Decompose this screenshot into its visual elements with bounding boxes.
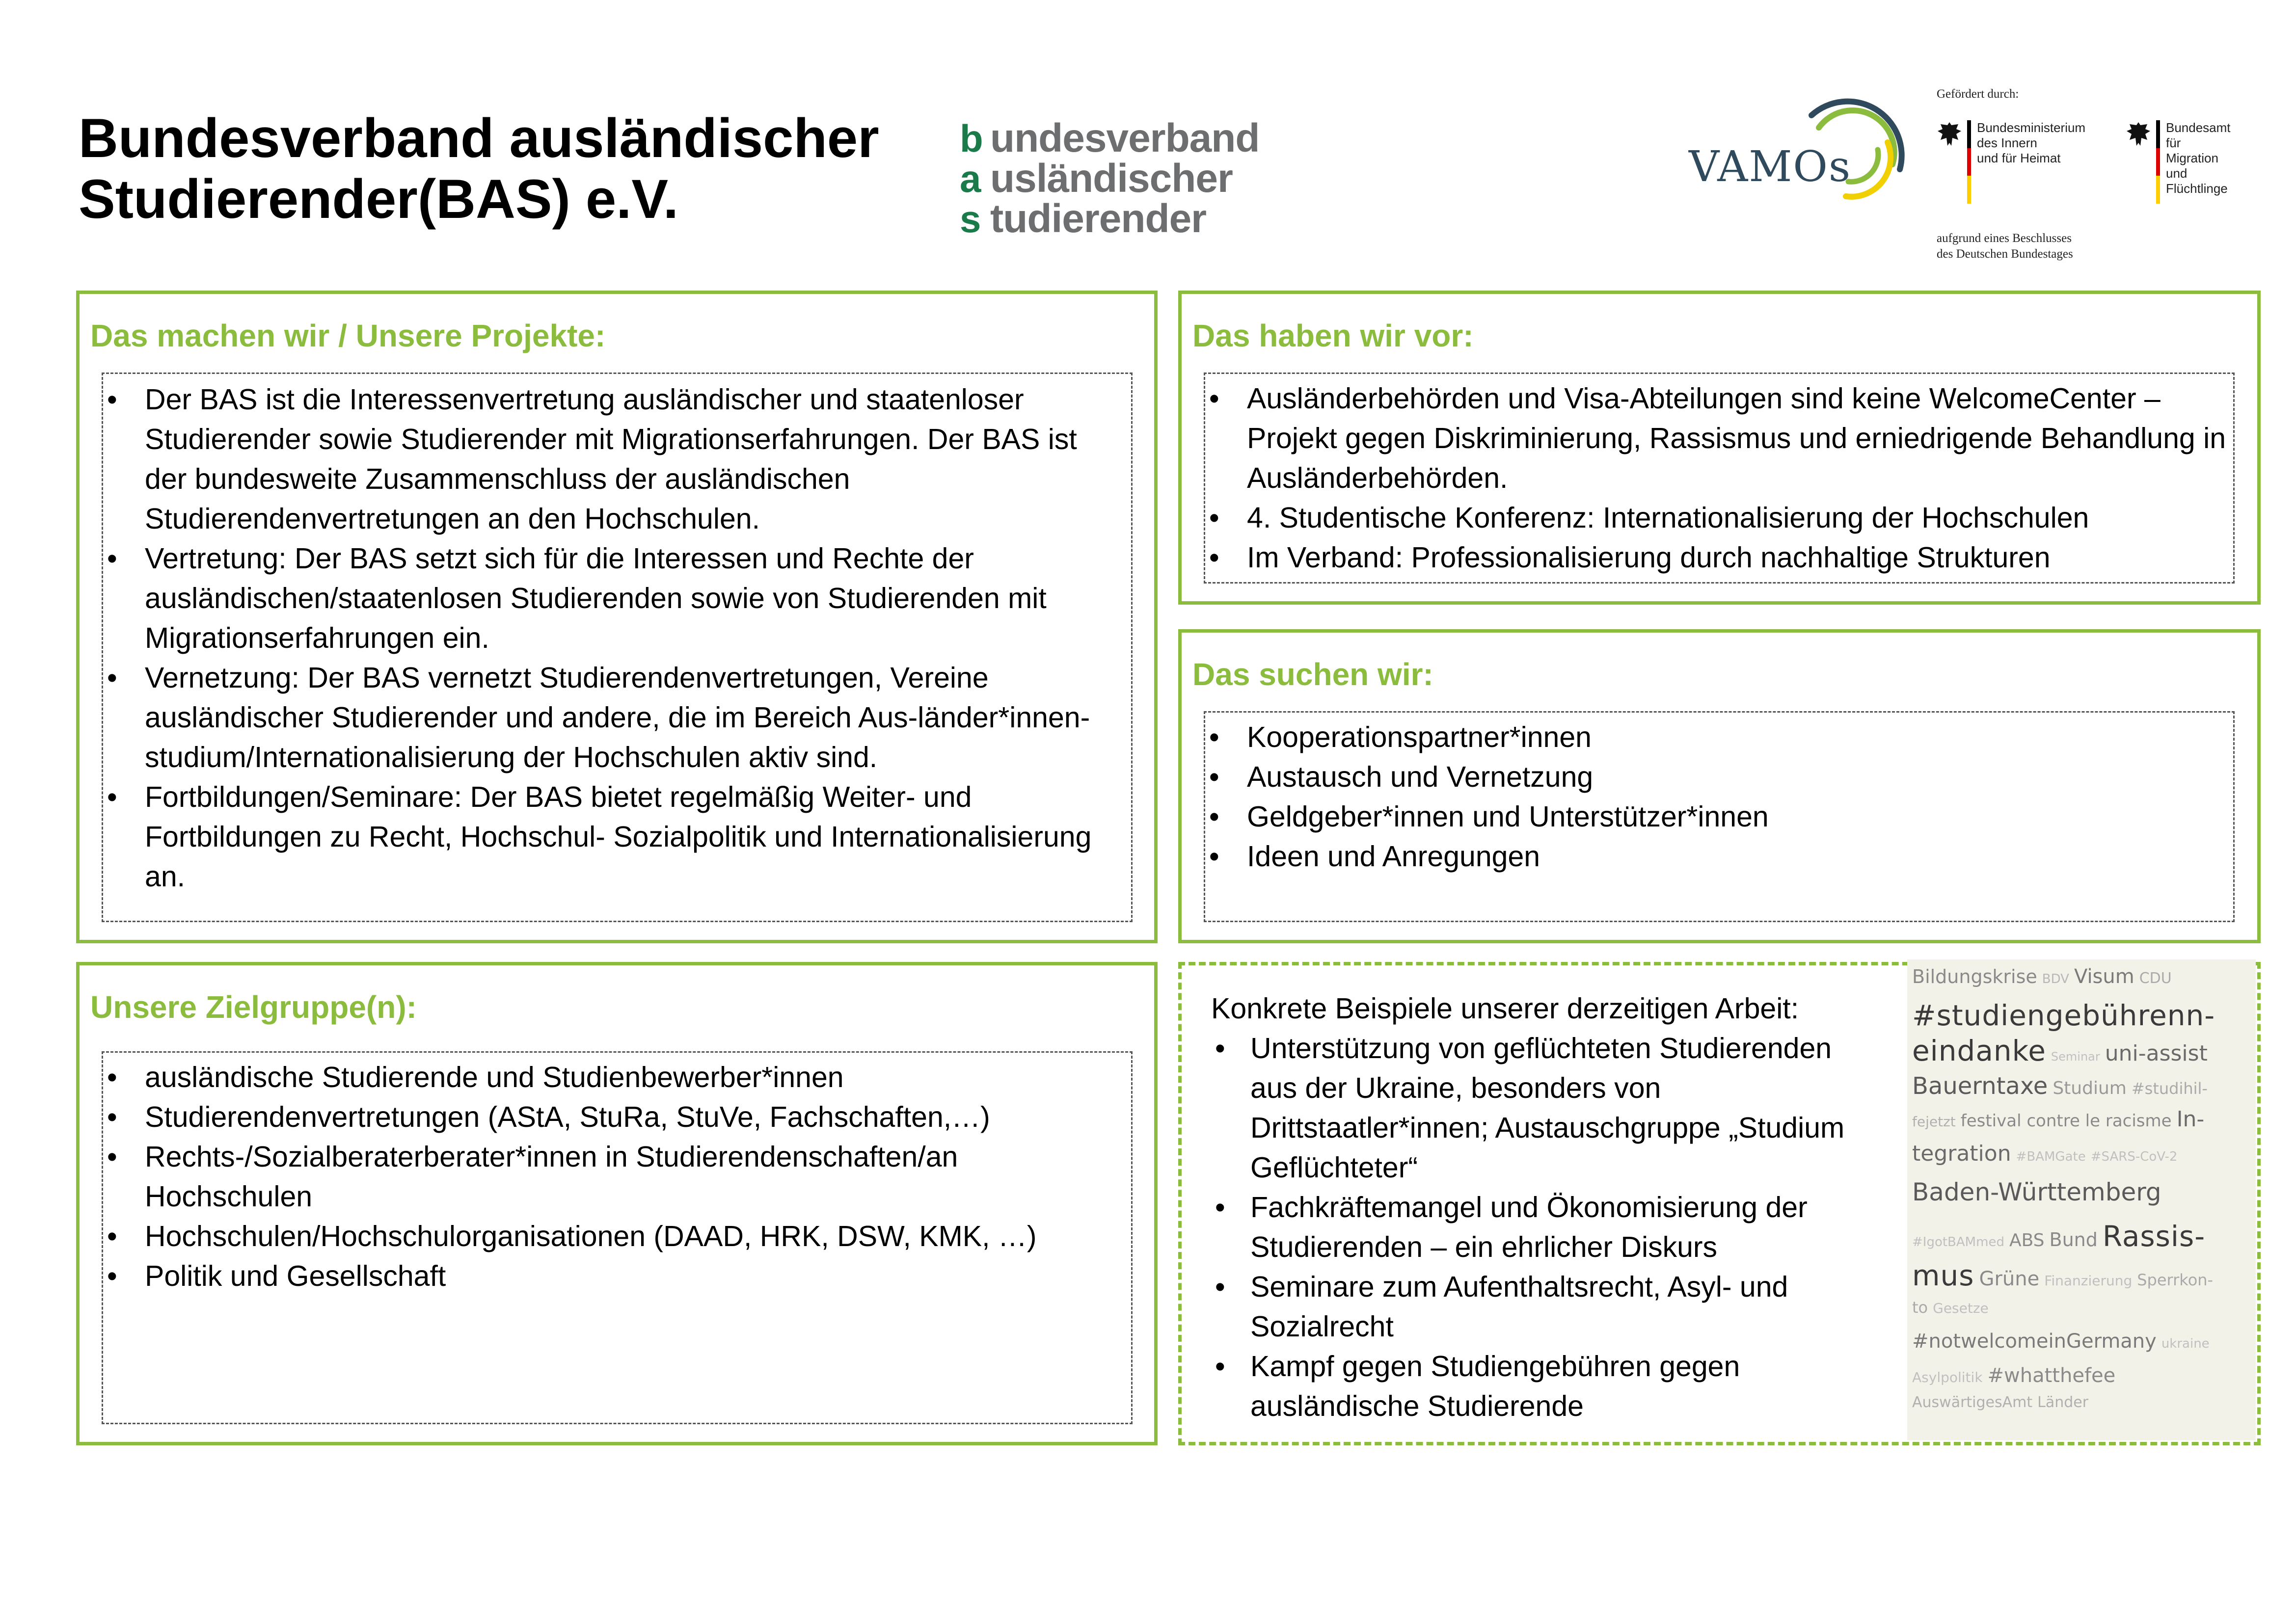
list-item: • Hochschulen/Hochschulorganisationen (DAAD, HRK, DSW, KMK, …) <box>103 1217 1119 1256</box>
german-flag-stripe <box>1967 120 1971 204</box>
plans-list <box>1205 379 2226 578</box>
target-groups-panel <box>76 962 1158 1445</box>
plans-inner-box <box>1204 372 2235 584</box>
bas-logo-word-1: undesverband <box>990 116 1260 160</box>
keyword-tag: #SARS-CoV-2 <box>2090 1149 2178 1164</box>
target-groups-panel-title: Unsere Zielgruppe(n): <box>90 989 417 1025</box>
keyword-tag: Finanzierung <box>2044 1273 2133 1289</box>
keyword-line <box>1912 1394 2093 1411</box>
keyword-tag: tegration <box>1912 1141 2011 1166</box>
bamf-name: Bundesamt für Migration und Flüchtlinge <box>2166 120 2231 196</box>
keyword-line <box>1912 1034 2213 1067</box>
list-item: • Ideen und Anregungen <box>1205 837 2226 877</box>
bas-logo-letter-b: b <box>960 117 983 160</box>
bas-logo-row-3 <box>960 196 1207 241</box>
bundestag-decision-note: aufgrund eines Beschlusses des Deutschen Bundestages <box>1937 232 2073 261</box>
keyword-tag: ABS <box>2009 1230 2045 1251</box>
keyword-tag: Studium <box>2053 1078 2127 1098</box>
list-item: • Geldgeber*innen und Unterstützer*innen <box>1205 797 2226 837</box>
projects-panel <box>76 291 1158 943</box>
keyword-line <box>1912 965 2177 988</box>
keyword-line <box>1912 1364 2120 1387</box>
keyword-tag: uni-assist <box>2105 1041 2208 1066</box>
keyword-line <box>1912 1298 1994 1317</box>
keyword-tag: #studiengebührenn- <box>1912 999 2215 1032</box>
list-item: • Fachkräftemangel und Ökonomisierung der Studierenden – ein ehrlicher Diskurs <box>1211 1188 1884 1267</box>
keyword-tag: Seminar <box>2051 1050 2100 1064</box>
keyword-tag: festival contre le racisme <box>1960 1111 2172 1131</box>
keyword-tag: mus <box>1912 1259 1974 1292</box>
projects-list <box>103 380 1119 897</box>
keyword-tag: #whatthefee <box>1987 1364 2116 1387</box>
keyword-tag: Rassis- <box>2102 1220 2206 1253</box>
bas-logo <box>960 115 1333 241</box>
keyword-tag: Grüne <box>1979 1268 2040 1290</box>
vamos-logo <box>1679 96 1915 213</box>
examples-intro: Konkrete Beispiele unserer derzeitigen Arbeit: <box>1211 992 1799 1025</box>
plans-panel <box>1178 291 2261 605</box>
bas-logo-word-2: usländischer <box>990 156 1233 201</box>
bas-logo-row-2 <box>960 156 1233 201</box>
list-item: • Rechts-/Sozialberaterberater*innen in Studierendenschaften/an Hochschulen <box>103 1137 1119 1217</box>
federal-eagle-icon <box>1937 120 1962 150</box>
keyword-tag: CDU <box>2139 970 2172 987</box>
funded-by-label: Gefördert durch: <box>1937 87 2019 101</box>
keyword-tag: #studihil- <box>2131 1079 2208 1098</box>
list-item: • Vertretung: Der BAS setzt sich für die Interessen und Rechte der ausländischen/staatenlosen Studierenden sowie von Studierenden mit Migrationserfahrungen ein. <box>103 539 1119 658</box>
list-item: • 4. Studentische Konferenz: Internationalisierung der Hochschulen <box>1205 498 2226 538</box>
keyword-tag: eindanke <box>1912 1034 2046 1067</box>
list-item: • Politik und Gesellschaft <box>103 1256 1119 1296</box>
keyword-tag: to <box>1912 1298 1928 1317</box>
keyword-line <box>1912 1141 2182 1166</box>
keyword-tag: In- <box>2176 1107 2205 1132</box>
list-item: • Im Verband: Professionalisierung durch nachhaltige Strukturen <box>1205 538 2226 578</box>
target-groups-list <box>103 1058 1119 1296</box>
bas-logo-letter-s: s <box>960 197 981 240</box>
keyword-tag: Sperrkon- <box>2137 1271 2214 1289</box>
list-item: • Austausch und Vernetzung <box>1205 757 2226 797</box>
target-groups-inner-box <box>102 1051 1133 1424</box>
keyword-tag: fejetzt <box>1912 1114 1956 1130</box>
keyword-tag: Gesetze <box>1933 1300 1989 1316</box>
list-item: • Kooperationspartner*innen <box>1205 718 2226 757</box>
keyword-tag: #IgotBAMmed <box>1912 1235 2004 1250</box>
list-item: • Unterstützung von geflüchteten Studierenden aus der Ukraine, besonders von Drittstaatler*innen; Austauschgruppe „Studium Geflüchteter“ <box>1211 1029 1884 1188</box>
seeking-panel-title: Das suchen wir: <box>1192 657 1433 692</box>
keyword-line <box>1912 999 2220 1032</box>
projects-panel-title: Das machen wir / Unsere Projekte: <box>90 318 606 353</box>
keyword-line <box>1912 1072 2213 1100</box>
bas-logo-row-1 <box>960 115 1260 160</box>
keyword-tag: #BAMGate <box>2016 1149 2086 1164</box>
vamos-logo-text: VAMOs <box>1689 142 1852 191</box>
plans-panel-title: Das haben wir vor: <box>1192 318 1474 353</box>
list-item: • Studierendenvertretungen (AStA, StuRa, StuVe, Fachschaften,…) <box>103 1097 1119 1137</box>
list-item: • Seminare zum Aufenthaltsrecht, Asyl- und Sozialrecht <box>1211 1267 1884 1347</box>
keyword-tag: Bildungskrise <box>1912 966 2037 987</box>
list-item: • Ausländerbehörden und Visa-Abteilungen sind keine WelcomeCenter – Projekt gegen Diskriminierung, Rassismus und erniedrigende Behandlung in Ausländerbehörden. <box>1205 379 2226 498</box>
keyword-tag: AuswärtigesAmt <box>1912 1394 2033 1411</box>
keyword-tag: #notwelcomeinGermany <box>1912 1330 2157 1353</box>
seeking-inner-box <box>1204 711 2235 922</box>
list-item: • Vernetzung: Der BAS vernetzt Studierendenvertretungen, Vereine ausländischer Studierender und andere, die im Bereich Aus-länder*innen-studium/Internationalisierung der Hochschulen aktiv sind. <box>103 658 1119 777</box>
seeking-list <box>1205 718 2226 877</box>
seeking-panel <box>1178 629 2261 943</box>
bas-logo-letter-a: a <box>960 157 981 200</box>
list-item: • ausländische Studierende und Studienbewerber*innen <box>103 1058 1119 1097</box>
list-item: • Fortbildungen/Seminare: Der BAS bietet regelmäßig Weiter- und Fortbildungen zu Recht, Hochschul- Sozialpolitik und Internationalisierung an. <box>103 777 1119 897</box>
ministry-interior-name: Bundesministerium des Innern und für Heimat <box>1977 120 2086 165</box>
german-flag-stripe <box>2156 120 2160 204</box>
list-item: • Kampf gegen Studiengebühren gegen ausländische Studierende <box>1211 1347 1884 1426</box>
keyword-line <box>1912 1330 2215 1353</box>
keyword-tag: Baden-Württemberg <box>1912 1178 2161 1206</box>
keyword-line <box>1912 1259 2218 1292</box>
projects-inner-box <box>102 372 1133 922</box>
keyword-tag: BDV <box>2042 972 2069 986</box>
keyword-tag: Länder <box>2037 1394 2089 1411</box>
keyword-tag: Bauerntaxe <box>1912 1072 2048 1100</box>
keyword-tag: ukraine <box>2161 1336 2210 1351</box>
bas-logo-word-3: tudierender <box>990 196 1207 241</box>
keyword-line <box>1912 1220 2210 1253</box>
list-item: • Der BAS ist die Interessenvertretung ausländischer und staatenloser Studierender sowie Studierender mit Migrationserfahrungen. Der BAS ist der bundesweite Zusammenschluss der ausländischen Studierendenvertretungen an den Hochschulen. <box>103 380 1119 539</box>
keyword-tag: Visum <box>2074 965 2134 988</box>
federal-eagle-icon <box>2126 120 2151 150</box>
examples-list <box>1211 1029 1884 1426</box>
keyword-line <box>1912 1178 2166 1206</box>
organization-title <box>79 108 938 230</box>
keyword-cloud <box>1907 959 2256 1440</box>
title-line-2: Studierender(BAS) e.V. <box>79 168 678 230</box>
keyword-tag: Bund <box>2049 1229 2098 1251</box>
keyword-line <box>1912 1107 2209 1132</box>
keyword-tag: Asylpolitik <box>1912 1369 1983 1385</box>
title-line-1: Bundesverband ausländischer <box>79 107 879 169</box>
